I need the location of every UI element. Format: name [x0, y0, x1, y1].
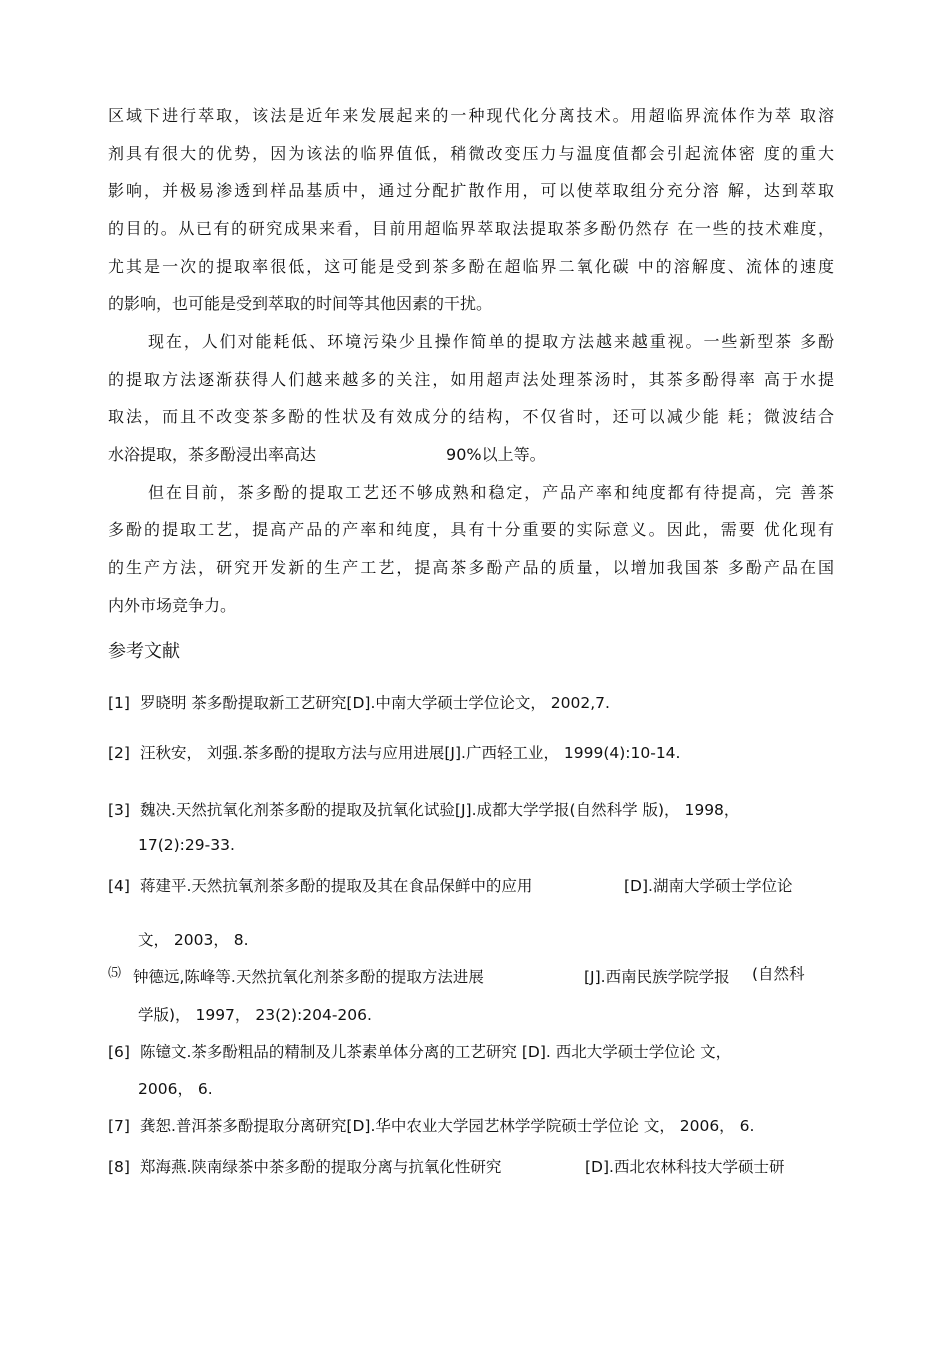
reference-text: 钟德远,陈峰等.天然抗氧化剂茶多酚的提取方法进展: [133, 968, 484, 986]
reference-text: 学版)， 1997， 23(2):204-206.: [138, 1006, 372, 1024]
reference-text: [J].西南民族学院学报: [584, 968, 730, 986]
reference-number: [7]: [108, 1117, 130, 1135]
paragraph-line: 尤其是一次的提取率很低，这可能是受到茶多酚在超临界二氧化碳 中的溶解度、流体的速度: [108, 257, 834, 276]
reference-number: [1]: [108, 694, 130, 712]
reference-text: 陈镱文.茶多酚粗品的精制及儿茶素单体分离的工艺研究 [D]. 西北大学硕士学位论 文，: [140, 1043, 732, 1061]
paragraph-line: 的目的。从已有的研究成果来看，目前用超临界萃取法提取茶多酚仍然存 在一些的技术难度，: [108, 219, 834, 238]
reference-text: [D].西北农林科技大学硕士研: [585, 1158, 785, 1176]
paragraph-line: 多酚的提取工艺，提高产品的产率和纯度，具有十分重要的实际意义。因此，需要 优化现有: [108, 520, 834, 539]
reference-text: 2006， 6.: [138, 1080, 213, 1098]
paragraph-line: 的生产方法，研究开发新的生产工艺，提高茶多酚产品的质量，以增加我国茶 多酚产品在国: [108, 558, 834, 577]
reference-number: [6]: [108, 1043, 130, 1061]
reference-text: 汪秋安， 刘强.茶多酚的提取方法与应用进展[J].广西轻工业， 1999(4):10-14.: [140, 744, 681, 762]
reference-text: 龚恕.普洱茶多酚提取分离研究[D].华中农业大学园艺林学学院硕士学位论 文， 2006， 6.: [140, 1117, 755, 1135]
reference-text: [D].湖南大学硕士学位论: [624, 877, 793, 895]
reference-number: [8]: [108, 1158, 130, 1176]
paragraph-line: 剂具有很大的优势，因为该法的临界值低，稍微改变压力与温度值都会引起流体密 度的重大: [108, 144, 834, 163]
paragraph-line: 区域下进行萃取，该法是近年来发展起来的一种现代化分离技术。用超临界流体作为萃 取溶: [108, 106, 834, 125]
reference-number: [3]: [108, 801, 130, 819]
references-heading: 参考文献: [108, 641, 180, 662]
paragraph-text: 水浴提取，茶多酚浸出率高达: [108, 445, 317, 464]
paragraph-line: 现在，人们对能耗低、环境污染少且操作简单的提取方法越来越重视。一些新型茶 多酚: [148, 332, 834, 351]
paragraph-line: 影响，并极易渗透到样品基质中，通过分配扩散作用，可以使萃取组分充分溶 解，达到萃取: [108, 181, 834, 200]
paragraph-line: 但在目前，茶多酚的提取工艺还不够成熟和稳定，产品产率和纯度都有待提高，完 善茶: [148, 483, 834, 502]
reference-number: ⑸: [108, 966, 122, 981]
paragraph-line: 的影响，也可能是受到萃取的时间等其他因素的干扰。: [108, 294, 493, 313]
paragraph-line: [108, 445, 834, 465]
reference-text: 魏决.天然抗氧化剂茶多酚的提取及抗氧化试验[J].成都大学学报(自然科学 版)， 1998，: [140, 801, 740, 819]
reference-number: [4]: [108, 877, 130, 895]
reference-text: (自然科: [752, 965, 805, 983]
reference-number: [2]: [108, 744, 130, 762]
paragraph-line: 的提取方法逐渐获得人们越来越多的关注，如用超声法处理茶汤时，其茶多酚得率 高于水提: [108, 370, 834, 389]
reference-text: 17(2):29-33.: [138, 836, 235, 854]
paragraph-line: 取法，而且不改变茶多酚的性状及有效成分的结构，不仅省时，还可以减少能 耗；微波结合: [108, 407, 834, 426]
reference-text: 郑海燕.陕南绿茶中茶多酚的提取分离与抗氧化性研究: [140, 1158, 502, 1176]
reference-text: 罗晓明 茶多酚提取新工艺研究[D].中南大学硕士学位论文， 2002,7.: [140, 694, 610, 712]
reference-text: 蒋建平.天然抗氧剂茶多酚的提取及其在食品保鲜中的应用: [140, 877, 533, 895]
reference-text: 文， 2003， 8.: [138, 931, 249, 949]
paragraph-text: 90%以上等。: [446, 445, 546, 464]
paragraph-line: 内外市场竞争力。: [108, 596, 237, 615]
